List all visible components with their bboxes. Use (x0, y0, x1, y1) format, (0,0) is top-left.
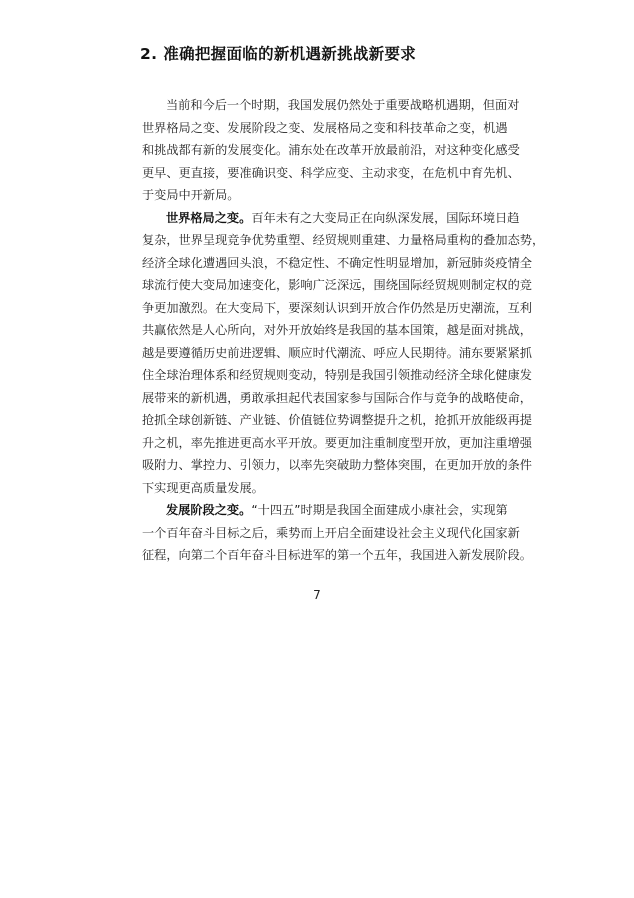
line-text: 抢抓全球创新链、产业链、价值链位势调整提升之机，抢抓开放能级再提 (142, 413, 532, 427)
text-line (142, 499, 508, 522)
section-number: 2. (140, 45, 158, 63)
text-line (142, 477, 504, 500)
line-text: 和挑战都有新的发展变化。浦东处在改革开放最前沿，对这种变化感受 (142, 143, 520, 157)
line-text: “十四五”时期是我国全面建成小康社会，实现第 (251, 503, 508, 517)
text-line (142, 94, 520, 117)
line-text: 更早、更直接，要准确识变、科学应变、主动求变，在危机中育先机、 (142, 165, 520, 180)
text-line (142, 252, 532, 275)
line-text: 下实现更高质量发展。 (142, 480, 264, 495)
text-line (142, 387, 532, 410)
line-text: 住全球治理体系和经贸规则变动，特别是我国引领推动经济全球化健康发 (142, 368, 532, 382)
text-line (142, 184, 504, 207)
body-text (142, 94, 545, 567)
line-text: 展带来的新机遇，勇敢承担起代表国家参与国际合作与竞争的战略使命， (142, 390, 532, 405)
text-line (142, 229, 545, 252)
line-text: 世界格局之变、发展阶段之变、发展格局之变和科技革命之变，机遇 (142, 120, 508, 135)
text-line (142, 162, 520, 185)
text-line (142, 139, 520, 162)
text-line (142, 297, 532, 320)
line-text: 吸附力、掌控力、引领力，以率先突破助力整体突围，在更加开放的条件 (142, 458, 532, 472)
line-text: 征程，向第二个百年奋斗目标进军的第一个五年，我国进入新发展阶段。 (142, 548, 532, 562)
text-line (142, 454, 532, 477)
text-line (142, 319, 532, 342)
text-line (142, 544, 532, 567)
line-text: 争更加激烈。在大变局下，要深刻认识到开放合作仍然是历史潮流，互利 (142, 300, 532, 315)
line-text: 经济全球化遭遇回头浪，不稳定性、不确定性明显增加，新冠肺炎疫情全 (142, 255, 532, 270)
text-line (142, 274, 532, 297)
line-text: 球流行使大变局加速变化，影响广泛深远，围绕国际经贸规则制定权的竞 (142, 278, 532, 292)
line-text: 复杂，世界呈现竞争优势重塑、经贸规则重建、力量格局重构的叠加态势， (142, 233, 545, 247)
page-number: 7 (313, 588, 321, 602)
section-heading (140, 42, 416, 64)
text-line (142, 207, 520, 230)
lead-phrase: 发展阶段之变。 (166, 503, 252, 517)
text-line (142, 522, 520, 545)
line-text: 共赢依然是人心所向，对外开放始终是我国的基本国策，越是面对挑战， (142, 323, 532, 337)
line-text: 越是要遵循历史前进逻辑、顺应时代潮流、呼应人民期待。浦东要紧紧抓 (142, 345, 532, 360)
line-text: 百年未有之大变局正在向纵深发展，国际环境日趋 (251, 210, 520, 225)
line-text: 于变局中开新局。 (142, 188, 240, 202)
text-line (142, 342, 532, 365)
text-line (142, 409, 532, 432)
text-line (142, 117, 508, 140)
section-title: 准确把握面临的新机遇新挑战新要求 (163, 45, 417, 63)
line-text: 一个百年奋斗目标之后，乘势而上开启全面建设社会主义现代化国家新 (142, 525, 520, 540)
lead-phrase: 世界格局之变。 (166, 210, 252, 225)
line-text: 当前和今后一个时期，我国发展仍然处于重要战略机遇期，但面对 (166, 98, 520, 112)
line-text: 升之机，率先推进更高水平开放。要更加注重制度型开放，更加注重增强 (142, 435, 532, 450)
text-line (142, 432, 532, 455)
text-line (142, 364, 532, 387)
